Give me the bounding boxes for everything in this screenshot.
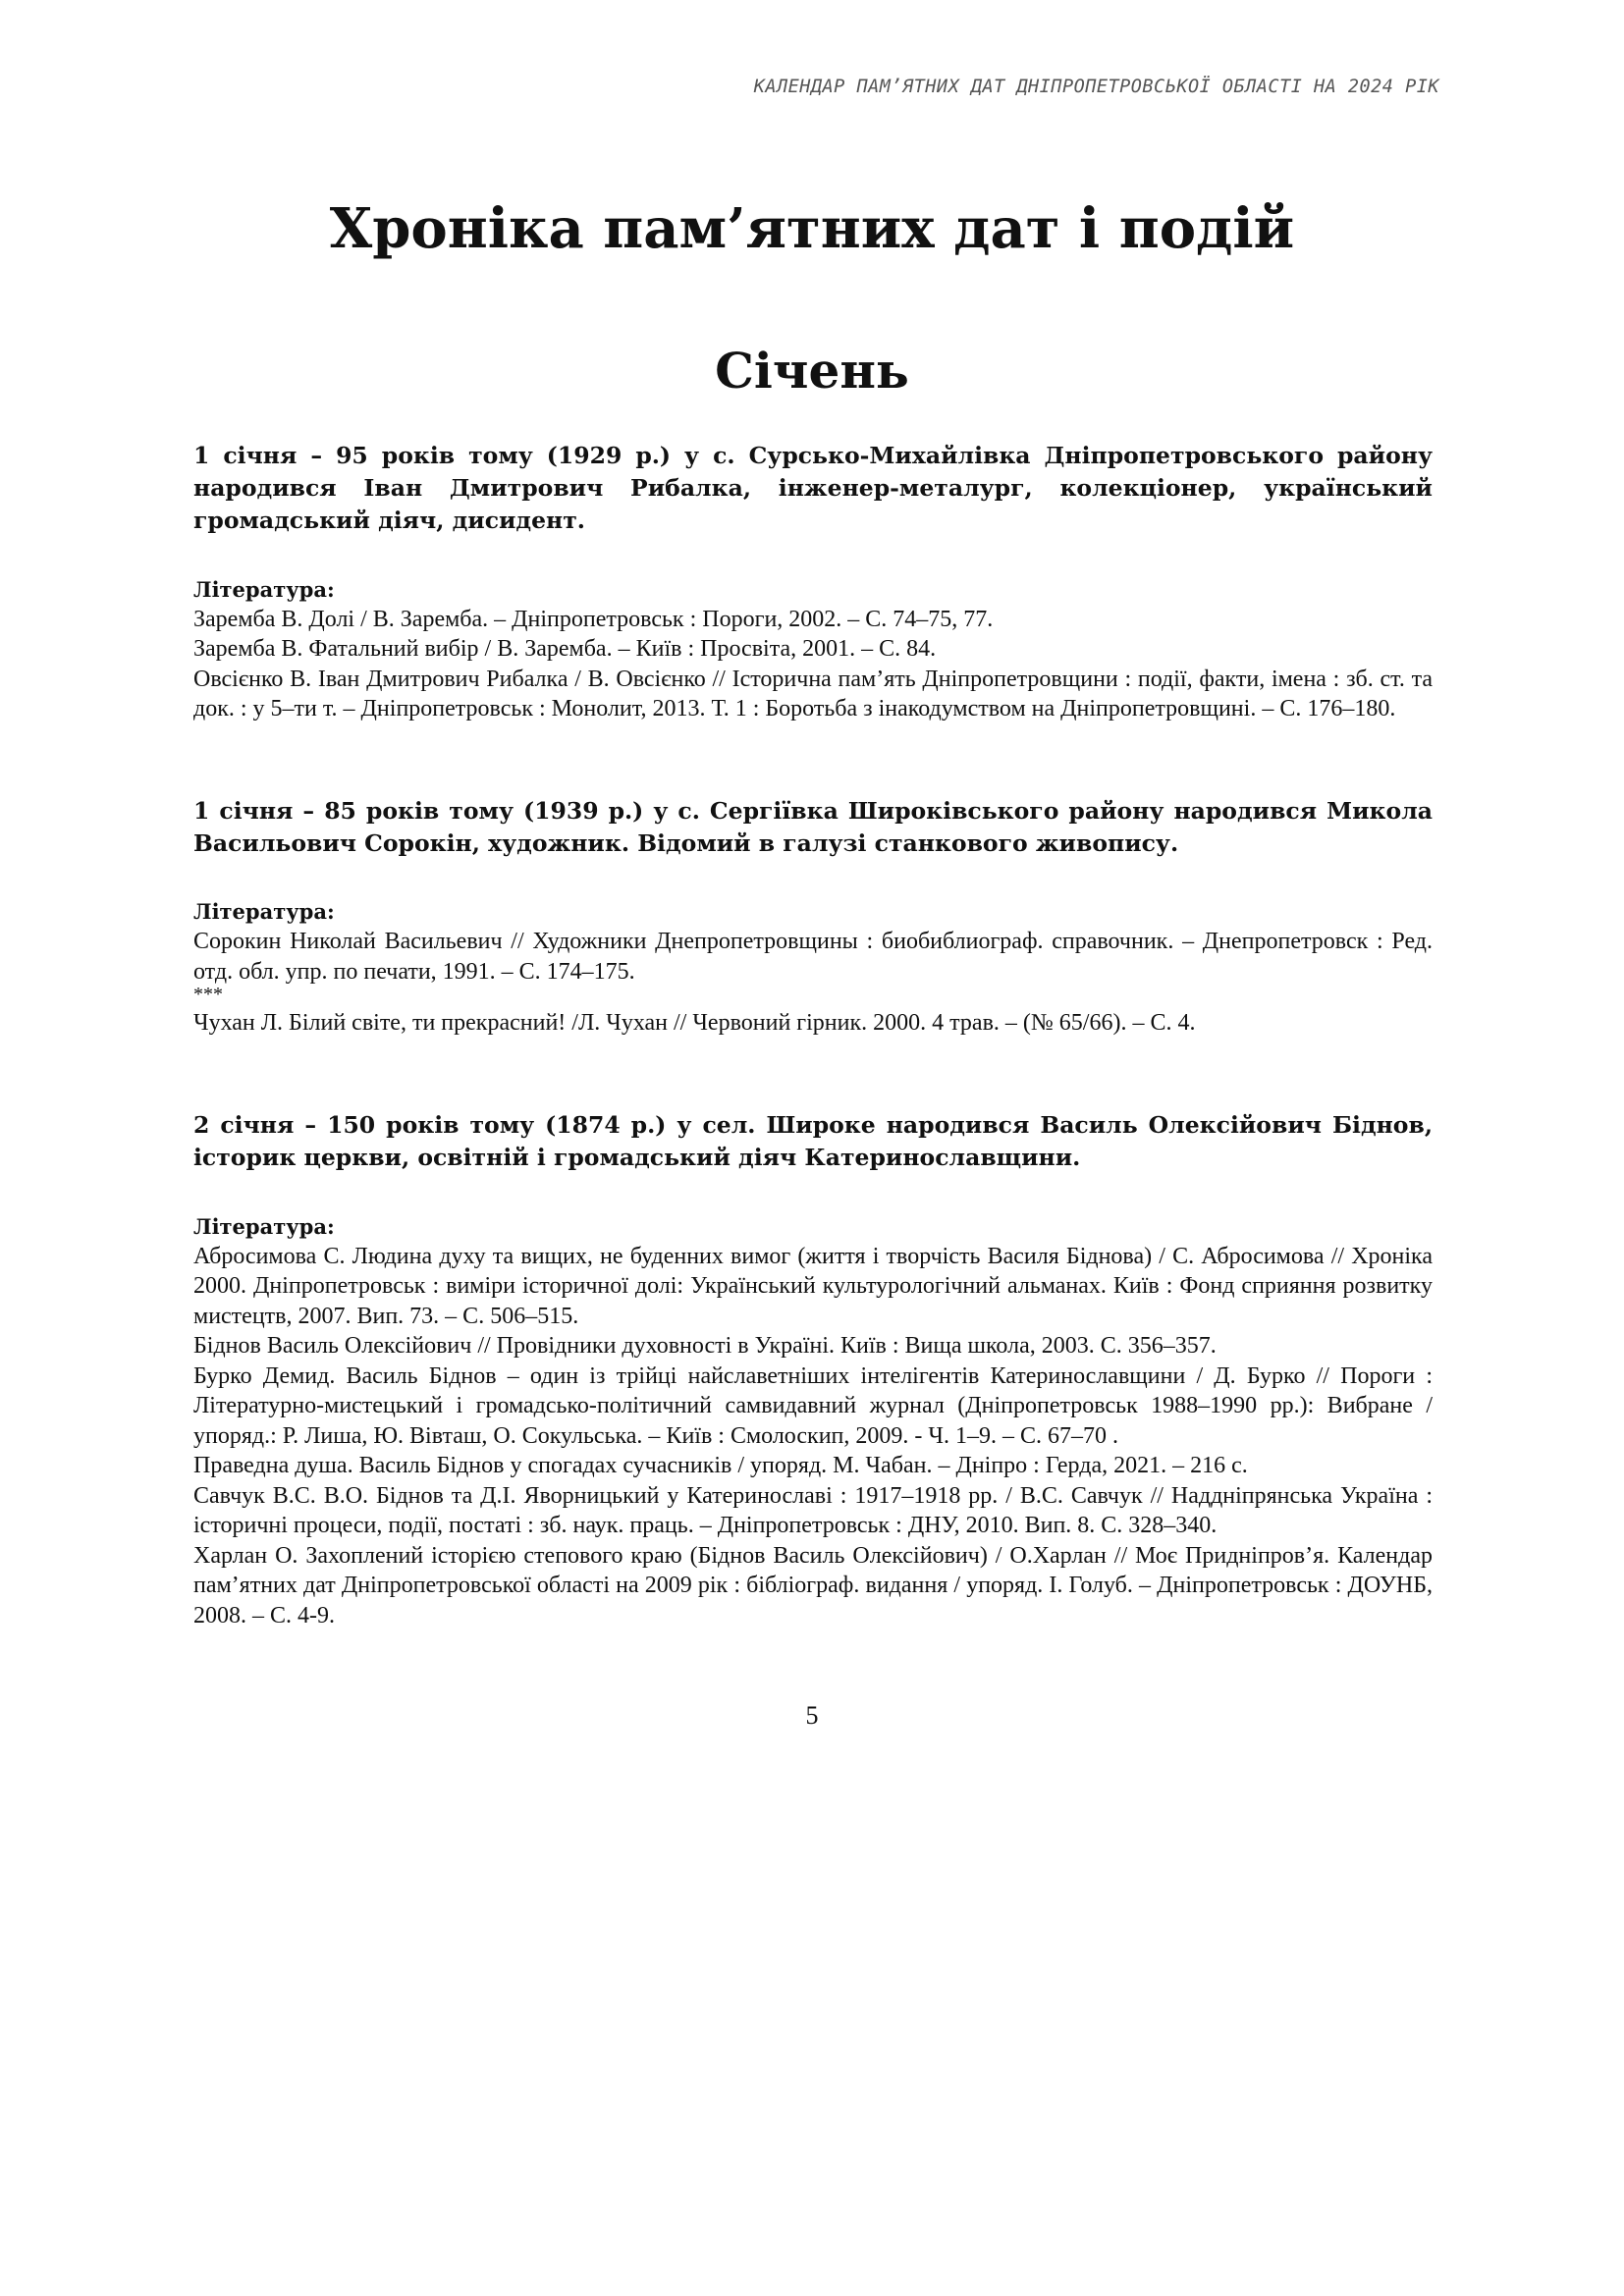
- literature-reference: Овсієнко В. Іван Дмитрович Рибалка / В. Овсієнко // Історична пам’ять Дніпропетровщини : події, факти, імена : зб. ст. та док. : у 5–ти т. – Дніпропетровськ : Монолит, 2013. Т. 1 : Боротьба з інакодумством на Дніпропетровщині. – С. 176–180.: [193, 666, 1433, 722]
- reference-separator: ***: [193, 984, 223, 1006]
- chronicle-entry: [193, 1109, 1433, 1630]
- literature-reference: Праведна душа. Василь Біднов у спогадах сучасників / упоряд. М. Чабан. – Дніпро : Герда, 2021. – 216 с.: [193, 1453, 1248, 1479]
- chronicle-content: [193, 440, 1433, 1630]
- literature-reference: Бурко Демид. Василь Біднов – один із трійці найславетніших інтелігентів Катеринославщини / Д. Бурко // Пороги : Літературно-мистецький і громадсько-політичний самвидавний журнал (Дніпропетровськ 1988–1990 рр.): Вибране / упоряд.: Р. Лиша, Ю. Вівташ, О. Сокульська. – Київ : Смолоскип, 2009. - Ч. 1–9. – С. 67–70 .: [193, 1362, 1433, 1449]
- literature-reference: Сорокин Николай Васильевич // Художники Днепропетровщины : биобиблиограф. справочник. – Днепропетровск : Ред. отд. обл. упр. по печати, 1991. – С. 174–175.: [193, 929, 1433, 985]
- running-header: КАЛЕНДАР ПАМ’ЯТНИХ ДАТ ДНІПРОПЕТРОВСЬКОЇ ОБЛАСТІ НА 2024 РІК: [753, 77, 1439, 97]
- literature-label: Література:: [193, 1213, 335, 1239]
- literature-label: Література:: [193, 899, 335, 925]
- literature-reference: Біднов Василь Олексійович // Провідники духовності в Україні. Київ : Вища школа, 2003. С. 356–357.: [193, 1333, 1217, 1360]
- literature-reference: Савчук В.С. В.О. Біднов та Д.І. Яворницький у Катеринославі : 1917–1918 рр. / В.С. Савчук // Наддніпрянська Україна : історичні процеси, події, постаті : зб. наук. праць. – Дніпропетровськ : ДНУ, 2010. Вип. 8. С. 328–340.: [193, 1482, 1433, 1539]
- entry-heading: 2 січня – 150 років тому (1874 р.) у сел. Широке народився Василь Олексійович Біднов, історик церкви, освітній і громадський діяч Катеринославщини.: [193, 1110, 1433, 1171]
- literature-reference: Заремба В. Фатальний вибір / В. Заремба. – Київ : Просвіта, 2001. – С. 84.: [193, 636, 937, 663]
- literature-reference: Харлан О. Захоплений історією степового краю (Біднов Василь Олексійович) / О.Харлан // Моє Придніпров’я. Календар пам’ятних дат Дніпропетровської області на 2009 рік : бібліограф. видання / упоряд. І. Голуб. – Дніпропетровськ : ДОУНБ, 2008. – С. 4-9.: [193, 1542, 1433, 1629]
- chronicle-entry: [193, 440, 1433, 724]
- page-number: 5: [805, 1701, 819, 1730]
- literature-reference: Заремба В. Долі / В. Заремба. – Дніпропетровськ : Пороги, 2002. – С. 74–75, 77.: [193, 606, 994, 632]
- chronicle-entry: [193, 795, 1433, 1039]
- entry-heading: 1 січня – 95 років тому (1929 р.) у с. Сурсько-Михайлівка Дніпропетровського району народився Іван Дмитрович Рибалка, інженер-металург, колекціонер, український громадський діяч, дисидент.: [193, 442, 1433, 534]
- literature-reference: Абросимова С. Людина духу та вищих, не буденних вимог (життя і творчість Василя Біднова) / С. Абросимова // Хроніка 2000. Дніпропетровськ : виміри історичної долі: Український культурологічний альманах. Київ : Фонд сприяння розвитку мистецтв, 2007. Вип. 73. – С. 506–515.: [193, 1243, 1433, 1329]
- page-title: Хроніка пам’ятних дат і подій: [329, 196, 1295, 261]
- literature-label: Література:: [193, 576, 335, 602]
- month-title: Січень: [715, 342, 909, 400]
- entry-heading: 1 січня – 85 років тому (1939 р.) у с. Сергіївка Широківського району народився Микола Васильович Сорокін, художник. Відомий в галузі станкового живопису.: [193, 796, 1433, 857]
- literature-reference: Чухан Л. Білий світе, ти прекрасний! /Л. Чухан // Червоний гірник. 2000. 4 трав. – (№ 65/66). – С. 4.: [193, 1010, 1196, 1037]
